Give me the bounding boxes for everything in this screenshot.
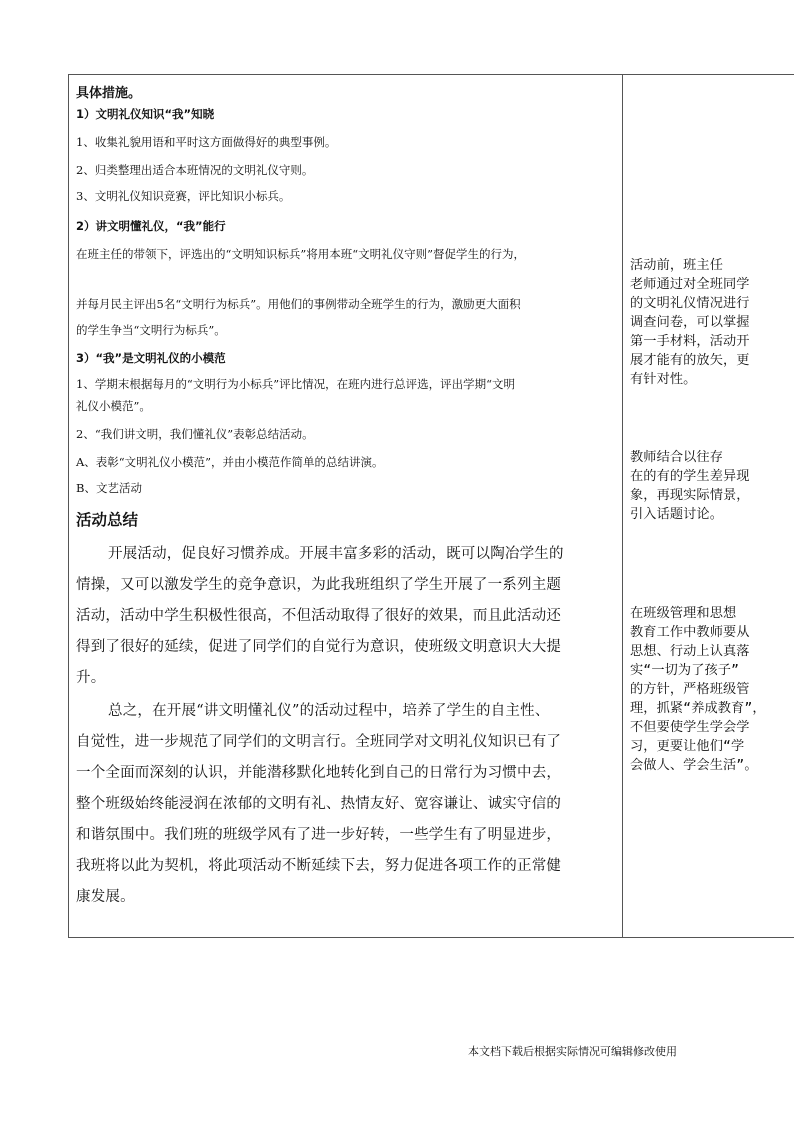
note-2-line: 引入话题讨论。 [630,507,724,522]
summary-line: 一个全面而深刻的认识，并能潜移默化地转化到自己的日常行为习惯中去， [76,765,562,781]
note-3-line: 思想、行动上认真落 [630,644,750,659]
note-2-line: 象，再现实际情景， [630,488,750,503]
section-2-line: 在班主任的带领下，评选出的“文明知识标兵”将用本班“文明礼仪守则”督促学生的行为， [76,247,526,261]
note-1-line: 活动前，班主任 [630,258,724,273]
section-2-title: 2）讲文明懂礼仪，“我”能行 [76,219,226,233]
summary-line: 升。 [76,670,106,686]
summary-line: 整个班级始终能浸润在浓郁的文明有礼、热情友好、宽容谦让、诚实守信的 [76,796,562,812]
summary-line: 得到了很好的延续，促进了同学们的自觉行为意识，使班级文明意识大大提 [76,639,562,655]
note-3-line: 习，更要让他们“学 [630,739,745,754]
note-3-line: 实“一切为了孩子” [630,663,740,678]
section-2-line: 的学生争当“文明行为标兵”。 [76,323,226,337]
footer-note: 本文档下载后根据实际情况可编辑修改使用 [468,1045,677,1058]
note-2-line: 在的有的学生差异现 [630,469,750,484]
note-1-line: 有针对性。 [630,372,697,387]
measures-heading: 具体措施。 [76,86,142,101]
section-1-title: 1）文明礼仪知识“我”知晓 [76,107,215,121]
section-3-line: B、文艺活动 [76,481,142,495]
note-3-line: 在班级管理和思想 [630,606,737,621]
summary-line: 和谐氛围中。我们班的班级学风有了进一步好转，一些学生有了明显进步， [76,827,562,843]
note-3-line: 会做人、学会生活”。 [630,758,758,773]
section-3-line: A、表彰“文明礼仪小模范”，并由小模范作简单的总结讲演。 [76,455,384,469]
section-3-line: 礼仪小模范”。 [76,399,151,413]
summary-line: 我班将以此为契机，将此项活动不断延续下去，努力促进各项工作的正常健 [76,858,562,874]
section-3-title: 3）“我”是文明礼仪的小模范 [76,351,226,365]
summary-line: 开展活动，促良好习惯养成。开展丰富多彩的活动，既可以陶冶学生的 [108,546,564,562]
summary-title: 活动总结 [76,511,139,529]
section-2-line: 并每月民主评出5名“文明行为标兵”。用他们的事例带动全班学生的行为，激励更大面积 [76,297,521,311]
note-3-line: 教育工作中教师要从 [630,625,750,640]
note-2-line: 教师结合以往存 [630,450,724,465]
summary-line: 康发展。 [76,889,135,905]
note-1-line: 的文明礼仪情况进行 [630,296,750,311]
summary-line: 自觉性，进一步规范了同学们的文明言行。全班同学对文明礼仪知识已有了 [76,734,562,750]
section-3-line: 2、“我们讲文明，我们懂礼仪”表彰总结活动。 [76,427,314,441]
column-divider [622,74,623,938]
note-3-line: 不但要使学生学会学 [630,720,750,735]
note-3-line: 理，抓紧“养成教育”， [630,701,766,716]
section-1-item: 1、收集礼貌用语和平时这方面做得好的典型事例。 [76,135,337,149]
section-1-item: 3、文明礼仪知识竞赛，评比知识小标兵。 [76,189,291,203]
note-3-line: 的方针，严格班级管 [630,682,750,697]
summary-line: 总之，在开展“讲文明懂礼仪”的活动过程中，培养了学生的自主性、 [108,703,550,719]
section-3-line: 1、学期末根据每月的“文明行为小标兵”评比情况，在班内进行总评选，评出学期“文明 [76,377,515,391]
note-1-line: 调查问卷，可以掌握 [630,315,750,330]
section-1-item: 2、归类整理出适合本班情况的文明礼仪守则。 [76,163,314,177]
note-1-line: 老师通过对全班同学 [630,277,750,292]
note-1-line: 展才能有的放矢，更 [630,353,750,368]
summary-line: 活动，活动中学生积极性很高，不但活动取得了很好的效果，而且此活动还 [76,608,562,624]
summary-line: 情操，又可以激发学生的竞争意识，为此我班组织了学生开展了一系列主题 [76,577,562,593]
note-1-line: 第一手材料，活动开 [630,334,750,349]
